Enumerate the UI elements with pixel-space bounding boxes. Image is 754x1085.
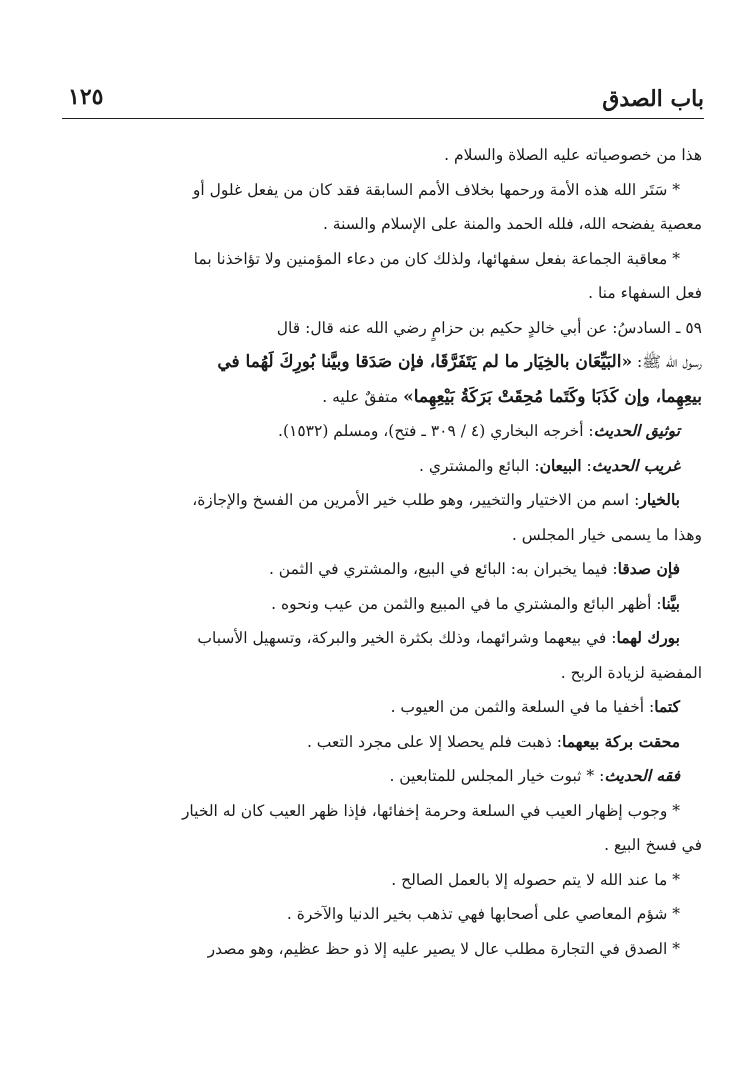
- emphasized-text: بورك لهما: [616, 628, 680, 647]
- text-line: [60, 276, 702, 311]
- emphasized-text: كتما: [654, 697, 680, 716]
- emphasized-text: «البَيِّعَان بالخِيَار ما لم يَتَفَرَّقَا، فإن صَدَقا وبيَّنا بُورِكَ لَهُما في: [217, 352, 633, 372]
- text-run: : أخفيا ما في السلعة والثمن من العيوب .: [390, 698, 655, 716]
- text-run: : فيما يخبران به: البائع في البيع، والمشتري في الثمن .: [268, 560, 618, 578]
- text-run: * الصدق في التجارة مطلب عال لا يصير عليه إلا ذو حظ عظيم، وهو مصدر: [207, 939, 680, 958]
- text-run: * شؤم المعاصي على أصحابها فهي تذهب بخير الدنيا والآخرة .: [286, 905, 680, 923]
- text-run: متفقٌ عليه .: [322, 387, 404, 406]
- text-run: في فسخ البيع .: [604, 836, 702, 854]
- text-line: [60, 690, 702, 725]
- text-run: : البائع والمشتري .: [418, 456, 540, 475]
- text-run: :: [581, 456, 592, 475]
- text-run: : اسم من الاختيار والتخيير، وهو طلب خير الأمرين من الفسخ والإجازة،: [192, 491, 640, 509]
- text-line: [60, 345, 702, 380]
- text-line: [60, 587, 702, 622]
- text-run: ٥٩ ـ السادسُ: عن أبي خالدٍ حكيم بن حزامٍ رضي الله عنه قال: قال: [276, 318, 702, 337]
- text-line: [60, 794, 702, 829]
- text-run: : أخرجه البخاري (٤ / ٣٠٩ ـ فتح)، ومسلم (١٥٣٢).: [278, 422, 594, 440]
- text-line: [60, 483, 702, 518]
- text-run: * وجوب إظهار العيب في السلعة وحرمة إخفائها، فإذا ظهر العيب كان له الخيار: [181, 801, 680, 820]
- emphasized-text: غريب الحديث: [591, 455, 680, 475]
- text-run: وهذا ما يسمى خيار المجلس .: [511, 525, 702, 544]
- text-line: [60, 725, 702, 760]
- text-line: [60, 173, 702, 208]
- page-body: [60, 138, 702, 966]
- text-line: [60, 552, 702, 587]
- text-line: [60, 518, 702, 553]
- text-run: هذا من خصوصياته عليه الصلاة والسلام .: [444, 146, 702, 164]
- page-header: [62, 84, 704, 119]
- text-line: [60, 242, 702, 277]
- emphasized-text: فقه الحديث: [604, 766, 680, 785]
- text-line: [60, 897, 702, 932]
- text-run: : أظهر البائع والمشتري ما في المبيع والثمن من عيب ونحوه .: [271, 594, 662, 613]
- emphasized-text: بيَّنا: [661, 593, 680, 613]
- text-line: [60, 449, 702, 484]
- emphasized-text: محقت بركة بيعهما: [561, 731, 680, 751]
- emphasized-text: بالخيار: [639, 490, 680, 509]
- text-run: * سَتَر الله هذه الأمة ورحمها بخلاف الأمم السابقة فقد كان من يفعل غلول أو: [192, 180, 680, 199]
- text-line: [60, 311, 702, 346]
- text-line: [60, 932, 702, 967]
- text-line: [60, 863, 702, 898]
- text-line: [60, 621, 702, 656]
- text-line: [60, 828, 702, 863]
- emphasized-text: فإن صدقا: [617, 559, 680, 578]
- text-line: [60, 414, 702, 449]
- text-line: [60, 138, 702, 173]
- emphasized-text: البيعان: [539, 455, 582, 475]
- emphasized-text: توثيق الحديث: [593, 421, 680, 440]
- text-run: : في بيعهما وشرائهما، وذلك بكثرة الخير والبركة، وتسهيل الأسباب: [197, 629, 617, 647]
- text-run: فعل السفهاء منا .: [588, 284, 702, 302]
- text-line: [60, 759, 702, 794]
- text-line: [60, 656, 702, 691]
- text-run: معصية يفضحه الله، فلله الحمد والمنة على الإسلام والسنة .: [322, 215, 702, 233]
- text-run: المفضية لزيادة الربح .: [560, 663, 702, 682]
- emphasized-text: بيعِهِما، وإن كَذَبَا وكَتَما مُحِقَتْ بَرَكَةُ بَيْعِهِما»: [403, 386, 702, 407]
- text-run: * ما عند الله لا يتم حصوله إلا بالعمل الصالح .: [391, 870, 680, 889]
- chapter-title: باب الصدق: [602, 86, 704, 112]
- text-run: رسول الله ﷺ:: [632, 353, 702, 371]
- page-number: ١٢٥: [68, 84, 104, 110]
- text-run: * معاقبة الجماعة بفعل سفهائها، ولذلك كان من دعاء المؤمنين ولا تؤاخذنا بما: [193, 249, 680, 268]
- text-run: : * ثبوت خيار المجلس للمتابعين .: [389, 767, 605, 785]
- text-run: : ذهبت فلم يحصلا إلا على مجرد التعب .: [306, 732, 562, 751]
- text-line: [60, 380, 702, 415]
- text-line: [60, 207, 702, 242]
